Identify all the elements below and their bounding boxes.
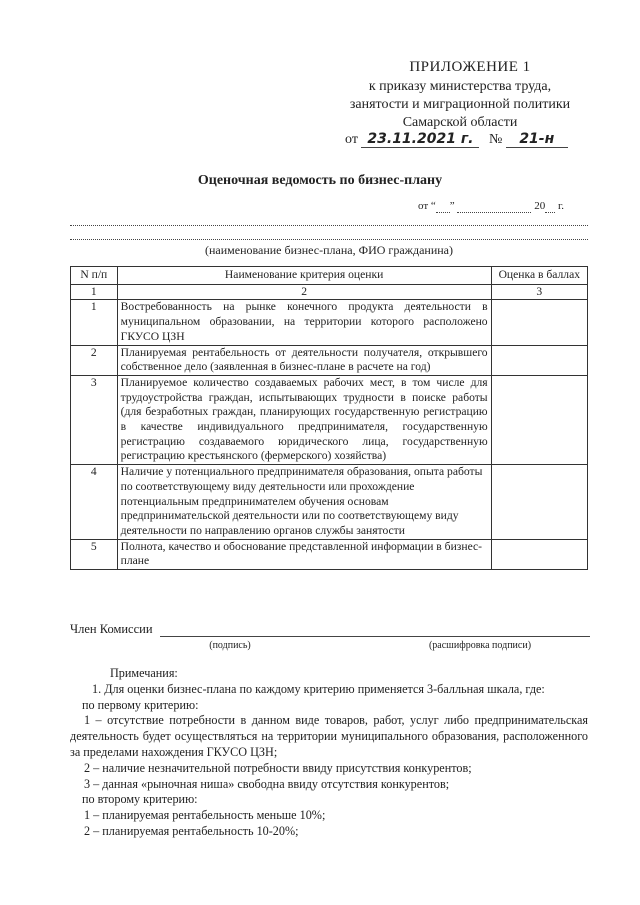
first-criterion-1: 1 – отсутствие потребности в данном виде товаров, работ, услуг либо предпринимательская деятельность будет осуществляться на территории муниципального образования, расположенного за пределами нахождения ГКУСО ЦЗН; (70, 713, 588, 759)
name-line-2 (70, 239, 588, 240)
notes-title: Примечания: (110, 666, 178, 680)
sign-caption: (подпись) (209, 640, 251, 651)
row-number: 5 (71, 539, 118, 569)
date-mid: ” (449, 200, 455, 212)
table-row (71, 300, 588, 345)
row-criterion: Полнота, качество и обоснование представленной информации в бизнес-плане (117, 539, 491, 569)
second-criterion-label: по второму критерию: (82, 792, 198, 807)
table-row (71, 539, 588, 569)
name-line-1 (70, 225, 588, 226)
criteria-table (70, 266, 588, 570)
row-criterion: Наличие у потенциального предпринимателя образования, опыта работы по соответствующему виду деятельности или прохождение потенциальным предпринимателем обучения основам предпринимательской деятельности или по соответствующему виду деятельности по направлению органов службы занятости (117, 465, 491, 540)
first-criterion-2: 2 – наличие незначительной потребности ввиду присутствия конкурентов; (84, 760, 472, 775)
date-year-blank (545, 200, 555, 213)
order-line-2: занятости и миграционной политики (349, 97, 571, 112)
order-number: 21-н (506, 131, 568, 148)
from-label: от (345, 132, 358, 147)
second-criterion-1: 1 – планируемая рентабельность меньше 10%; (84, 808, 326, 823)
table-row (71, 375, 588, 464)
row-score-cell[interactable] (491, 539, 587, 569)
appendix-title: ПРИЛОЖЕНИЕ 1 (409, 59, 531, 75)
row-criterion: Востребованность на рынке конечного продукта деятельности в муниципальном образовании, на территории которого расположено ГКУСО ЦЗН (117, 300, 491, 345)
header-criterion: Наименование критерия оценки (117, 267, 491, 285)
notes-block (70, 666, 588, 840)
colnum-3: 3 (491, 284, 587, 300)
order-line-3: Самарской области (402, 115, 518, 130)
notes-item-1: 1. Для оценки бизнес-плана по каждому критерию применяется 3-балльная шкала, где: (92, 681, 545, 696)
row-criterion: Планируемое количество создаваемых рабочих мест, в том числе для трудоустройства граждан, испытывающих трудности в поиске работы (для безработных граждан, планирующих государственную регистрацию в качестве индивидуального предпринимателя, государственную регистрацию создаваемого юридического лица, государственную регистрацию крестьянского (фермерского) хозяйства) (117, 375, 491, 464)
doc-title: Оценочная ведомость по бизнес-плану (197, 173, 443, 188)
date-month-blank (457, 200, 531, 213)
date-year: 20 (534, 200, 546, 212)
first-criterion-3: 3 – данная «рыночная ниша» свободна ввиду отсутствия конкурентов; (84, 776, 450, 791)
row-score-cell[interactable] (491, 300, 587, 345)
date-prefix: от “ (418, 200, 436, 212)
row-number: 4 (71, 465, 118, 540)
table-row (71, 465, 588, 540)
first-criterion-label: по первому критерию: (82, 697, 199, 712)
row-score-cell[interactable] (491, 465, 587, 540)
row-score-cell[interactable] (491, 375, 587, 464)
row-criterion: Планируемая рентабельность от деятельности получателя, открывшего собственное дело (заявленная в бизнес-плане в расчете на год) (117, 345, 491, 375)
header-score: Оценка в баллах (491, 267, 587, 285)
table-header-row (71, 267, 588, 285)
name-caption: (наименование бизнес-плана, ФИО гражданина) (204, 243, 453, 257)
table-colnum-row (71, 284, 588, 300)
date-line (418, 200, 618, 213)
header-number: N п/п (71, 267, 118, 285)
colnum-1: 1 (71, 284, 118, 300)
number-label: № (488, 132, 503, 147)
date-day-blank (436, 200, 450, 213)
order-date-row (345, 131, 595, 148)
decode-caption: (расшифровка подписи) (428, 640, 532, 651)
row-score-cell[interactable] (491, 345, 587, 375)
row-number: 3 (71, 375, 118, 464)
commission-member-label: Член Комиссии (70, 622, 153, 636)
order-date: 23.11.2021 г. (361, 131, 479, 148)
order-line-1: к приказу министерства труда, (368, 79, 552, 94)
row-number: 2 (71, 345, 118, 375)
row-number: 1 (71, 300, 118, 345)
colnum-2: 2 (117, 284, 491, 300)
second-criterion-2: 2 – планируемая рентабельность 10-20%; (84, 823, 299, 838)
signature-line (160, 636, 590, 637)
date-suffix: г. (557, 200, 564, 212)
table-row (71, 345, 588, 375)
